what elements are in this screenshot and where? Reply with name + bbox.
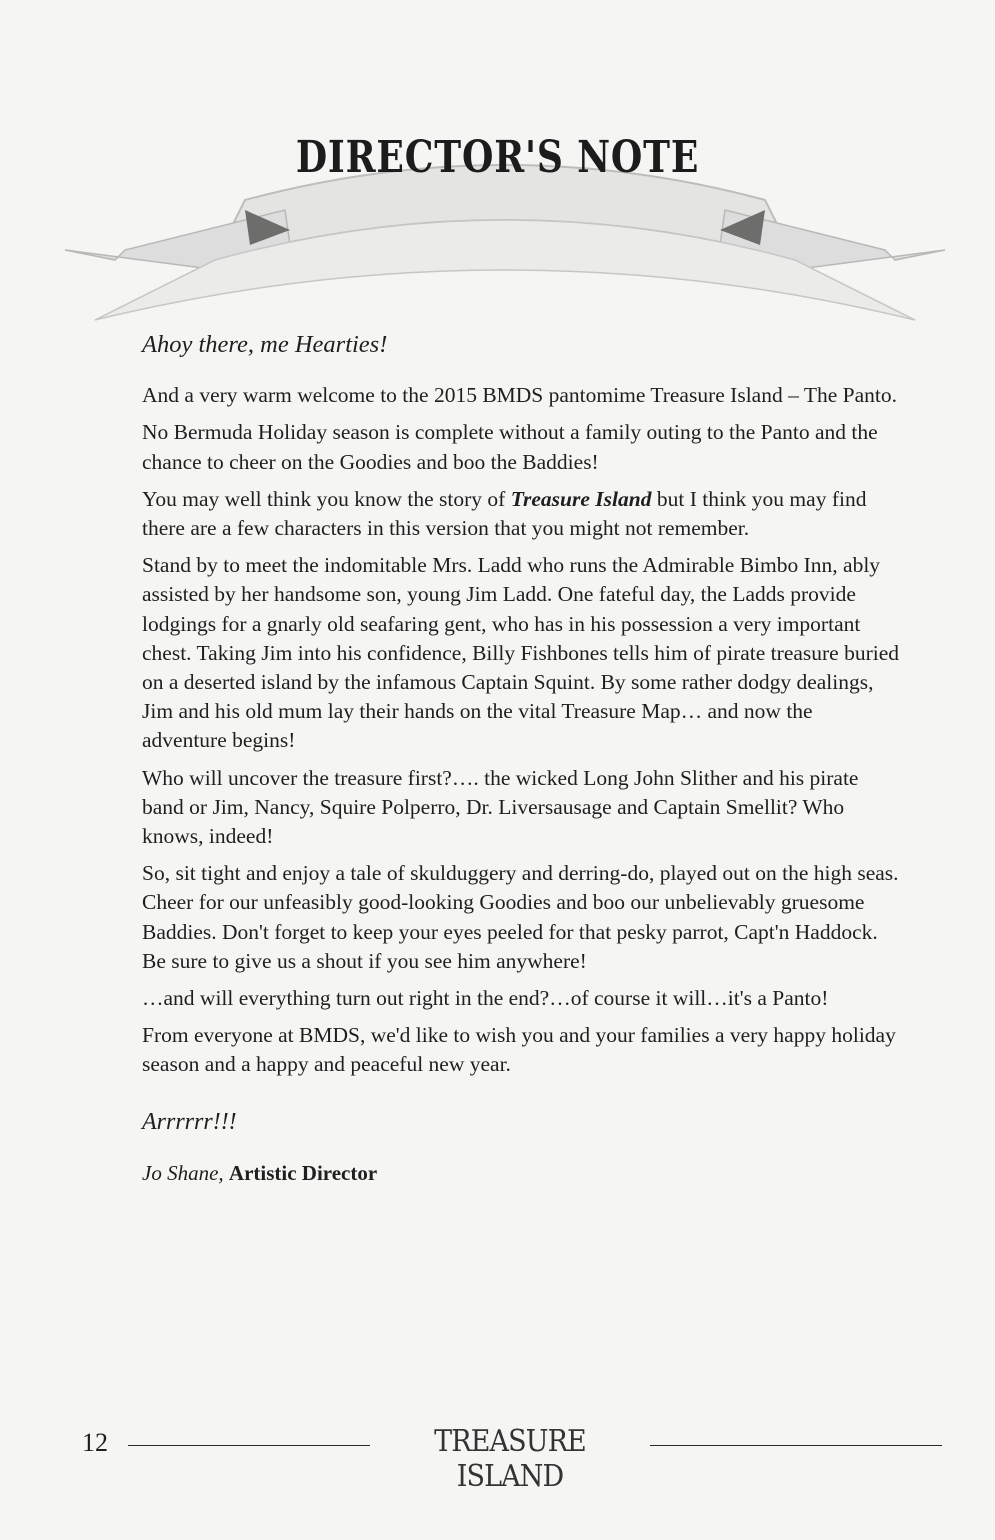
signature-name: Jo Shane, (142, 1160, 224, 1185)
paragraph-text: You may well think you know the story of (142, 486, 511, 511)
page-title: DIRECTOR'S NOTE (295, 132, 700, 183)
paragraph: No Bermuda Holiday season is complete without a family outing to the Panto and the chance to cheer on the Goodies and boo the Baddies! (142, 420, 878, 474)
signature (142, 1159, 902, 1188)
greeting: Ahoy there, me Hearties! (142, 331, 388, 358)
paragraph: Stand by to meet the indomitable Mrs. Ladd who runs the Admirable Bimbo Inn, ably assisted by her handsome son, young Jim Ladd. One fateful day, the Ladds provide lodgings for a gnarly old seafaring gent, who has in his possession a very important chest. Taking Jim into his confidence, Billy Fishbones tells him of pirate treasure buried on a deserted island by the infamous Captain Squint. By some rather dodgy dealings, Jim and his old mum lay their hands on the vital Treasure Map… and now the adventure begins! (142, 553, 900, 753)
publication-logo: TREASURE ISLAND (434, 1424, 586, 1494)
title-emphasis: Treasure Island (510, 486, 652, 511)
footer-rule-right (650, 1445, 942, 1446)
paragraph: And a very warm welcome to the 2015 BMDS pantomime Treasure Island – The Panto. (142, 383, 897, 408)
paragraph: From everyone at BMDS, we'd like to wish you and your families a very happy holiday season and a happy and peaceful new year. (142, 1023, 896, 1077)
paragraph: Who will uncover the treasure first?…. the wicked Long John Slither and his pirate band or Jim, Nancy, Squire Polperro, Dr. Liversausage and Captain Smellit? Who knows, indeed! (142, 765, 859, 849)
letter-body (142, 330, 902, 1209)
paragraph: So, sit tight and enjoy a tale of skulduggery and derring-do, played out on the high seas. Cheer for our unfeasibly good-looking Goodies and boo our unbelievably gruesome Baddies. Don't forget to keep your eyes peeled for that pesky parrot, Capt'n Haddock. Be sure to give us a shout if you see him anywhere! (142, 861, 899, 973)
footer-rule-left (128, 1445, 370, 1446)
paragraph: …and will everything turn out right in the end?…of course it will…it's a Panto! (142, 986, 829, 1011)
paragraph (142, 485, 902, 543)
closing: Arrrrrr!!! (142, 1108, 237, 1135)
page-number: 12 (82, 1428, 108, 1457)
paragraph-text: but I think you may find there are a few characters in this version that you might not remember. (142, 486, 867, 541)
signature-role: Artistic Director (228, 1160, 378, 1185)
page-footer (0, 1422, 995, 1494)
